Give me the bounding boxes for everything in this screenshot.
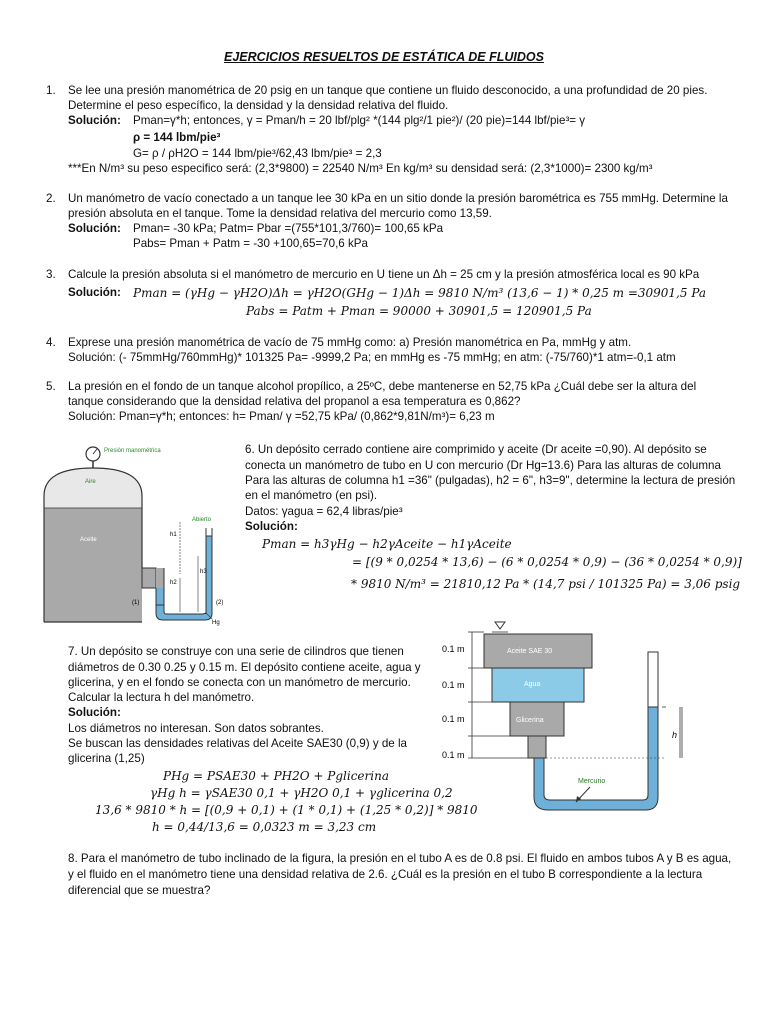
- problem-1-solution-label: Solución:: [68, 114, 121, 127]
- point-2-label: (2): [216, 600, 224, 606]
- problem-1-solution-line2: ρ = 144 lbm/pie³: [133, 131, 221, 144]
- problem-3-number: 3.: [46, 268, 56, 281]
- h1-label: h1: [170, 532, 177, 538]
- h2-label: h2: [170, 580, 177, 586]
- glycerin-label: Glicerina: [516, 717, 544, 724]
- problem-6-equation-2: = [(9 * 0,0254 * 13,6) − (6 * 0,0254 * 0,9) − (36 * 0,0254 * 0,9)]: [352, 555, 742, 569]
- problem-7-solution-line2: Se buscan las densidades relativas del Aceite SAE30 (0,9) y de la: [68, 737, 407, 750]
- problem-7-statement-line4: Calcular la lectura h del manómetro.: [68, 691, 255, 704]
- problem-2-solution-label: Solución:: [68, 222, 121, 235]
- problem-7-solution-line1: Los diámetros no interesan. Son datos sobrantes.: [68, 722, 324, 735]
- problem-8-statement-line3: diferencial que se muestra?: [68, 884, 211, 897]
- problem-5-statement-line1: La presión en el fondo de un tanque alcohol propílico, a 25ºC, debe mantenerse en 52,75 kPa ¿Cuál debe ser la altura del: [68, 380, 697, 393]
- h-reading-label: h: [672, 730, 678, 740]
- problem-8-statement-line1: 8. Para el manómetro de tubo inclinado de la figura, la presión en el tubo A es de 0.8 psi. El fluido en ambos tubos A y B es agua,: [68, 852, 732, 865]
- problem-7-equation-3: 13,6 * 9810 * h = [(0,9 + 0,1) + (1 * 0,1) + (1,25 * 0,2)] * 9810: [95, 803, 478, 817]
- problem-7-equation-2: γHg h = γSAE30 0,1 + γH2O 0,1 + γglicerina 0,2: [150, 786, 453, 800]
- problem-3-equation-2: Pabs = Patm + Pman = 90000 + 30901,5 = 120901,5 Pa: [246, 304, 592, 318]
- water-label: Agua: [524, 681, 541, 688]
- problem-3-solution-label: Solución:: [68, 286, 121, 299]
- figure-6-tank-manometer: [40, 438, 240, 628]
- problem-2-solution-line1: Pman= -30 kPa; Patm= Pbar =(755*101,3/760)= 100,65 kPa: [133, 222, 444, 235]
- problem-5-number: 5.: [46, 380, 56, 393]
- hg-label: Hg: [212, 620, 220, 626]
- dim-0-1m-b: 0.1 m: [442, 680, 465, 690]
- problem-7-equation-4: h = 0,44/13,6 = 0,0323 m = 3,23 cm: [152, 820, 377, 834]
- dim-0-1m-c: 0.1 m: [442, 714, 465, 724]
- problem-1-solution-line1: Pman=γ*h; entonces, γ = Pman/h = 20 lbf/plg² *(144 plg²/1 pie²)/ (20 pie)=144 lbf/pie³= γ: [133, 114, 586, 127]
- h3-label: h3: [200, 569, 207, 575]
- problem-7-solution-label: Solución:: [68, 706, 121, 719]
- document-title: EJERCICIOS RESUELTOS DE ESTÁTICA DE FLUIDOS: [224, 50, 544, 64]
- problem-2-number: 2.: [46, 192, 56, 205]
- problem-1-solution-line3: G= ρ / ρH2O = 144 lbm/pie³/62,43 lbm/pie³ = 2,3: [133, 147, 382, 160]
- problem-2-statement-line1: Un manómetro de vacío conectado a un tanque lee 30 kPa en un sitio donde la presión barométrica es 755 mmHg. Determine la: [68, 192, 728, 205]
- gauge-label: Presión manométrica: [104, 448, 161, 454]
- problem-2-statement-line2: presión absoluta en el tanque. Tome la densidad relativa del mercurio como 13,59.: [68, 207, 492, 220]
- problem-2-solution-line2: Pabs= Pman + Patm = -30 +100,65=70,6 kPa: [133, 237, 368, 250]
- problem-5-solution: Solución: Pman=γ*h; entonces: h= Pman/ γ =52,75 kPa/ (0,862*9,81N/m³)= 6,23 m: [68, 410, 495, 423]
- problem-6-statement-line2: conecta un manómetro de tubo en U con mercurio (Dr Hg=13.6) Para las alturas de columna: [245, 459, 721, 472]
- dim-0-1m-a: 0.1 m: [442, 644, 465, 654]
- problem-6-statement-line4: en el manómetro (en psi).: [245, 489, 378, 502]
- problem-6-statement-line1: 6. Un depósito cerrado contiene aire comprimido y aceite (Dr aceite =0,90). Al depósito se: [245, 443, 707, 456]
- problem-7-equation-1: PHg = PSAE30 + PH2O + Pglicerina: [163, 769, 389, 783]
- problem-3-equation-1: Pman = (γHg − γH2O)Δh = γH2O(GHg − 1)Δh = 9810 N/m³ (13,6 − 1) * 0,25 m =30901,5 Pa: [133, 286, 707, 300]
- problem-4-solution: Solución: (- 75mmHg/760mmHg)* 101325 Pa= -9999,2 Pa; en mmHg es -75 mmHg; en atm: (-75/760)*1 atm=-0,1 atm: [68, 351, 676, 364]
- problem-4-statement: Exprese una presión manométrica de vacío de 75 mmHg como: a) Presión manométrica en Pa, mmHg y atm.: [68, 336, 632, 349]
- mercury-label: Mercurio: [578, 778, 606, 785]
- air-label: Aire: [85, 479, 96, 485]
- problem-4-number: 4.: [46, 336, 56, 349]
- open-label: Abierto: [192, 517, 212, 523]
- problem-6-equation-3: * 9810 N/m³ = 21810,12 Pa * (14,7 psi / 101325 Pa) = 3,06 psig: [351, 577, 741, 591]
- oil-sae30-label: Aceite SAE 30: [507, 648, 553, 655]
- dim-0-1m-d: 0.1 m: [442, 750, 465, 760]
- problem-7-statement-line3: glicerina, y en el fondo se conecta con un manómetro de mercurio.: [68, 676, 411, 689]
- problem-1-statement-line2: Determine el peso específico, la densidad y la densidad relativa del fluido.: [68, 99, 449, 112]
- problem-6-statement-line3: Para las alturas de columna h1 =36" (pulgadas), h2 = 6", h3=9", determine la lectura de presión: [245, 474, 736, 487]
- oil-label: Aceite: [80, 537, 97, 543]
- problem-1-statement-line1: Se lee una presión manométrica de 20 psig en un tanque que contiene un fluido desconocido, a una profundidad de 20 pies.: [68, 84, 708, 97]
- problem-7-statement-line2: diámetros de 0.30 0.25 y 0.15 m. El depósito contiene aceite, agua y: [68, 661, 421, 674]
- problem-1-solution-note: ***En N/m³ su peso especifico será: (2,3*9800) = 22540 N/m³ En kg/m³ su densidad será: (2,3*1000)= 2300 kg/m³: [68, 162, 653, 175]
- point-1-label: (1): [132, 600, 140, 606]
- problem-1-number: 1.: [46, 84, 56, 97]
- problem-3-statement: Calcule la presión absoluta si el manómetro de mercurio en U tiene un Δh = 25 cm y la presión atmosférica local es 90 kPa: [68, 268, 700, 281]
- problem-7-solution-line3: glicerina (1,25): [68, 752, 145, 765]
- problem-6-solution-label: Solución:: [245, 520, 298, 533]
- problem-7-statement-line1: 7. Un depósito se construye con una serie de cilindros que tienen: [68, 645, 404, 658]
- problem-5-statement-line2: tanque considerando que la densidad relativa del propanol a esa temperatura es 0,862?: [68, 395, 521, 408]
- problem-6-equation-1: Pman = h3γHg − h2γAceite − h1γAceite: [262, 537, 512, 551]
- problem-8-statement-line2: y el fluido en el manómetro tiene una densidad relativa de 2.6. ¿Cuál es la presión en el tubo B correspondiente a la lectura: [68, 868, 703, 881]
- problem-6-data: Datos: γagua = 62,4 libras/pie³: [245, 505, 403, 518]
